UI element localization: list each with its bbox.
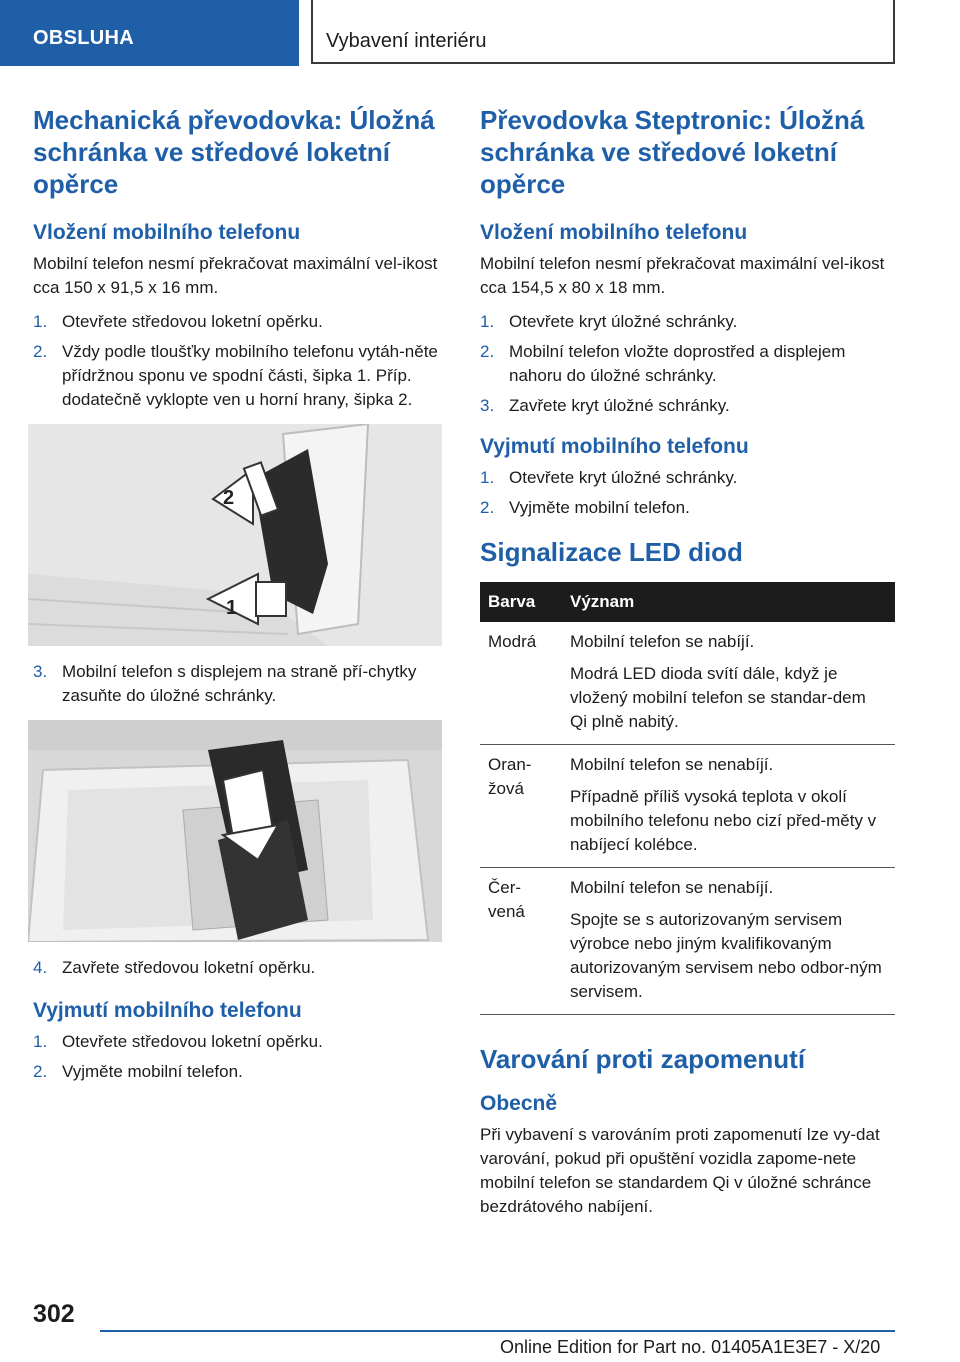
step-text: Otevřete kryt úložné schránky. [509,312,738,331]
meaning-line: Mobilní telefon se nenabíjí. [570,755,774,774]
led-heading: Signalizace LED diod [480,537,743,567]
led-meaning-cell [562,745,895,868]
led-meaning-cell [562,868,895,1015]
table-row [480,868,895,1015]
step-text: Otevřete středovou loketní opěrku. [62,312,323,331]
left-steps-a [33,310,443,412]
general-heading: Obecně [480,1092,558,1115]
left-insert-intro: Mobilní telefon nesmí překračovat maximální vel‐ikost cca 150 x 91,5 x 16 mm. [33,254,438,297]
list-item [480,466,895,490]
step-text: Vyjměte mobilní telefon. [62,1062,243,1081]
meaning-line: Modrá LED dioda svítí dále, když je vložený mobilní telefon se standar‐dem Qi plně nabitý. [570,664,866,731]
left-remove-heading: Vyjmutí mobilního telefonu [33,999,302,1022]
step-number: 1. [33,1032,48,1051]
step-text: Mobilní telefon s displejem na straně pří‐chytky zasuňte do úložné schránky. [62,662,417,705]
armrest-clip-illustration [28,424,442,646]
step-number: 1. [33,312,48,331]
phone-insert-illustration [28,720,442,942]
led-meaning-cell [562,622,895,745]
right-insert-heading: Vložení mobilního telefonu [480,221,748,244]
right-insert-intro: Mobilní telefon nesmí překračovat maximální vel‐ikost cca 154,5 x 80 x 18 mm. [480,254,885,297]
right-insert-steps [480,310,895,418]
step-text: Mobilní telefon vložte doprostřed a displejem nahoru do úložné schránky. [509,342,846,385]
page-number: 302 [33,1300,75,1328]
right-remove-steps [480,466,895,520]
table-row [480,745,895,868]
left-steps-b [33,660,443,708]
list-item [33,340,443,412]
led-color-cell: Modrá [480,622,562,745]
meaning-line: Spojte se s autorizovaným servisem výrobce nebo jiným kvalifikovaným autorizovaným servisem nebo odbor‐ným servisem. [570,910,882,1001]
step-number: 2. [33,1062,48,1081]
section-tab: OBSLUHA [0,0,299,66]
list-item [480,394,895,418]
step-text: Vždy podle tloušťky mobilního telefonu vytáh‐něte přídržnou sponu ve spodní části, šipka 1. Příp. dodatečně vyklopte ven u horní hrany, šipka 2. [62,342,438,409]
left-insert-heading: Vložení mobilního telefonu [33,221,301,244]
chapter-title: Vybavení interiéru [311,0,895,64]
list-item [33,310,443,334]
right-column [480,100,895,1229]
general-text: Při vybavení s varováním proti zapomenutí lze vy‐dat varování, pokud při opuštění vozidla zapome‐nete mobilní telefon se standardem Qi v úložné schránce bezdrátového nabíjení. [480,1125,880,1216]
led-status-table [480,582,895,1015]
edition-footer: Online Edition for Part no. 01405A1E3E7 - X/20 [500,1337,881,1357]
left-column [33,100,443,1096]
armrest-clip-drawing [28,424,442,646]
list-item [33,1060,443,1084]
list-item [480,496,895,520]
step-number: 2. [33,342,48,361]
arrow-label-1: 1 [226,597,238,619]
step-number: 2. [480,498,495,517]
list-item [33,1030,443,1054]
warning-heading: Varování proti zapomenutí [480,1044,806,1074]
step-text: Otevřete kryt úložné schránky. [509,468,738,487]
column-header-meaning: Význam [562,582,895,622]
arrow-label-2: 2 [223,487,235,509]
list-item [480,340,895,388]
step-number: 3. [480,396,495,415]
meaning-line: Případně příliš vysoká teplota v okolí mobilního telefonu nebo cizí před‐měty v nabíjecí kolébce. [570,787,877,854]
step-number: 4. [33,958,48,977]
phone-insert-drawing [28,720,442,942]
step-text: Vyjměte mobilní telefon. [509,498,690,517]
list-item [33,660,443,708]
step-number: 1. [480,312,495,331]
list-item [480,310,895,334]
right-remove-heading: Vyjmutí mobilního telefonu [480,435,749,458]
left-section-title: Mechanická převodovka: Úložná schránka ve středové loketní opěrce [33,105,435,199]
right-section-title: Převodovka Steptronic: Úložná schránka ve středové loketní opěrce [480,105,865,199]
meaning-line: Mobilní telefon se nabíjí. [570,632,755,651]
step-text: Otevřete středovou loketní opěrku. [62,1032,323,1051]
footer-divider [100,1330,895,1332]
led-color-cell: Čer‐vená [480,868,562,1015]
left-steps-c [33,956,443,980]
left-remove-steps [33,1030,443,1084]
step-text: Zavřete středovou loketní opěrku. [62,958,316,977]
step-text: Zavřete kryt úložné schránky. [509,396,730,415]
step-number: 1. [480,468,495,487]
table-header-row [480,582,895,622]
step-number: 3. [33,662,48,681]
column-header-color: Barva [480,582,562,622]
table-row [480,622,895,745]
list-item [33,956,443,980]
step-number: 2. [480,342,495,361]
led-color-cell: Oran‐žová [480,745,562,868]
page-header [0,0,960,66]
meaning-line: Mobilní telefon se nenabíjí. [570,878,774,897]
